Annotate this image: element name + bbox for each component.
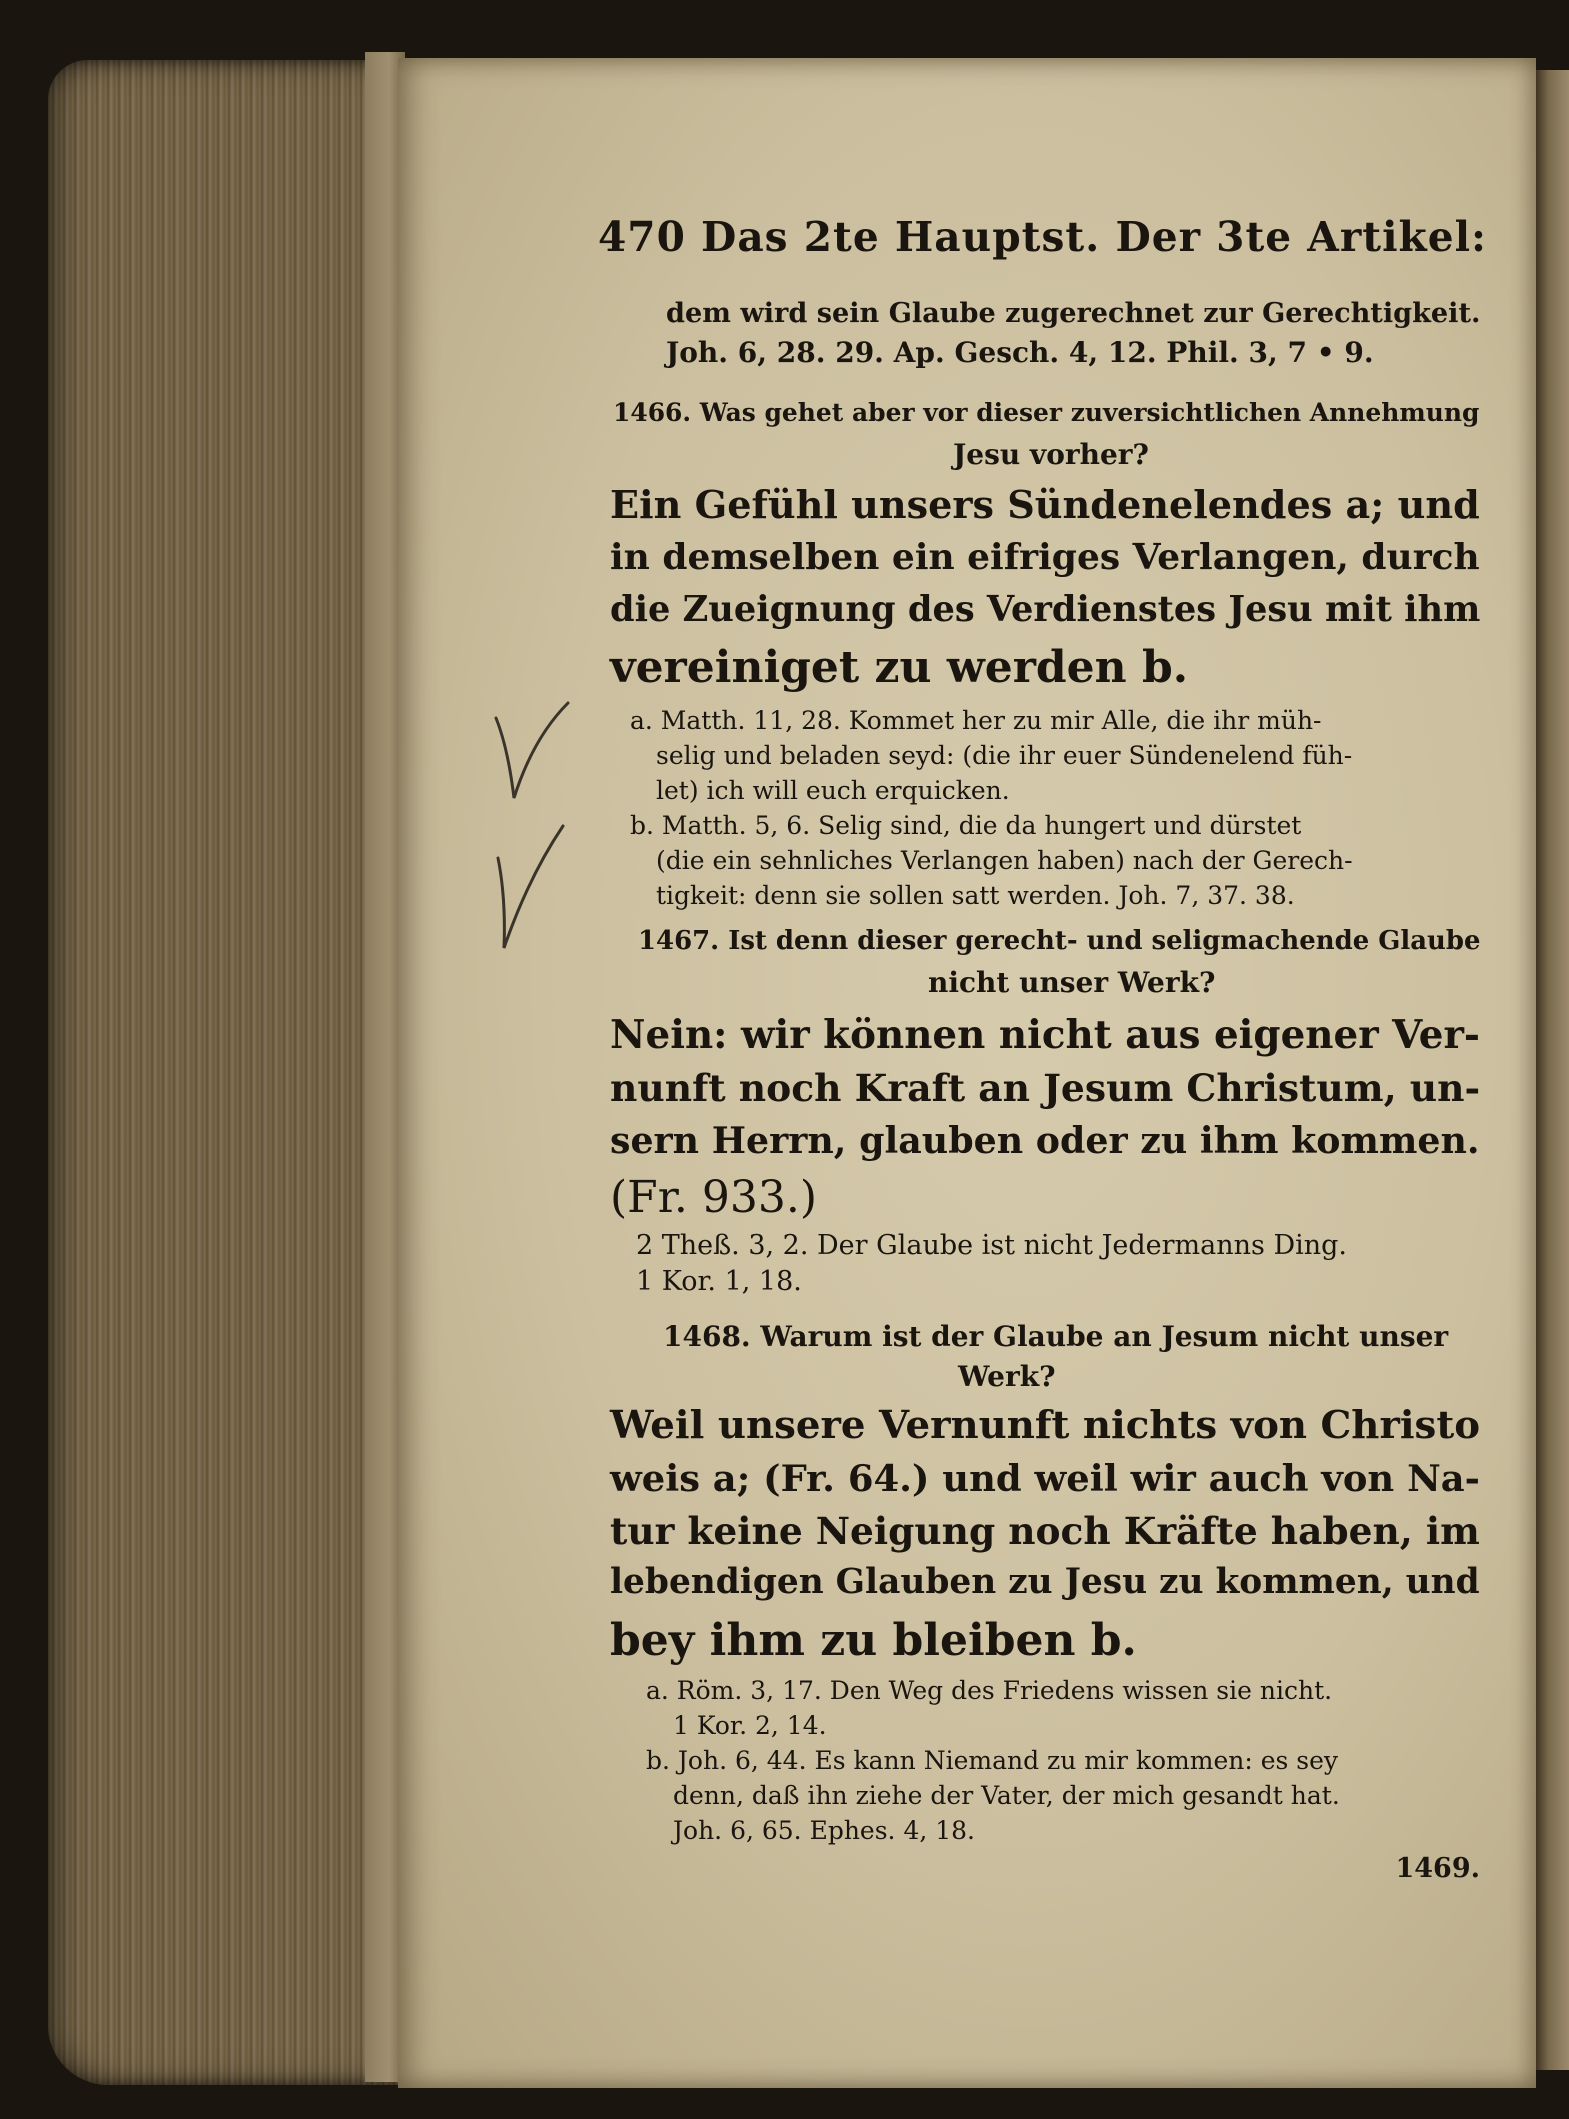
answer-1467-line-4: (Fr. 933.) [610,1172,818,1223]
running-header: 470 Das 2te Hauptst. Der 3te Artikel: [598,213,1488,261]
answer-1466-line-2: in demselben ein eifriges Verlangen, durch [610,536,1480,578]
note-1466-b-line-2: (die ein sehnliches Verlangen haben) nach der Gerech- [656,846,1353,875]
question-1467-line-2: nicht unser Werk? [928,966,1216,999]
note-1468-b-line-3: Joh. 6, 65. Ephes. 4, 18. [673,1816,976,1845]
answer-1466-line-3: die Zueignung des Verdienstes Jesu mit ihm [610,589,1481,630]
answer-1468-line-5: bey ihm zu bleiben b. [610,1615,1137,1666]
answer-1468-line-2: weis a; (Fr. 64.) und weil wir auch von Na- [610,1456,1480,1500]
intro-line-2: Joh. 6, 28. 29. Ap. Gesch. 4, 12. Phil. 3, 7 • 9. [666,336,1374,369]
catchword: 1469. [1395,1853,1480,1884]
answer-1467-line-3: sern Herrn, glauben oder zu ihm kommen. [610,1119,1480,1162]
question-1467-line-1: 1467. Ist denn dieser gerecht- und seligmachende Glaube [638,926,1481,956]
answer-1468-line-4: lebendigen Glauben zu Jesu zu kommen, und [610,1562,1480,1602]
note-1467-line-1: 2 Theß. 3, 2. Der Glaube ist nicht Jedermanns Ding. [636,1230,1347,1261]
note-1468-a-line-2: 1 Kor. 2, 14. [673,1711,827,1740]
note-1467-line-2: 1 Kor. 1, 18. [636,1266,802,1297]
book-page [398,58,1536,2088]
note-1466-a-line-1: a. Matth. 11, 28. Kommet her zu mir Alle, die ihr müh- [630,706,1322,735]
note-1466-a-line-2: selig und beladen seyd: (die ihr euer Sündenelend füh- [656,741,1353,770]
note-1468-b-line-1: b. Joh. 6, 44. Es kann Niemand zu mir kommen: es sey [646,1746,1339,1775]
question-1468-line-1: 1468. Warum ist der Glaube an Jesum nicht unser [663,1320,1449,1353]
answer-1468-line-1: Weil unsere Vernunft nichts von Christo [610,1403,1481,1448]
book-page-block [48,60,418,2085]
question-1466-line-2: Jesu vorher? [953,438,1149,471]
answer-1466-line-4: vereiniget zu werden b. [610,642,1189,693]
intro-line-1: dem wird sein Glaube zugerechnet zur Gerechtigkeit. [666,298,1481,329]
answer-1467-line-2: nunft noch Kraft an Jesum Christum, un- [610,1066,1481,1110]
answer-1468-line-3: tur keine Neigung noch Kräfte haben, im [610,1509,1480,1553]
note-1466-b-line-1: b. Matth. 5, 6. Selig sind, die da hungert und dürstet [630,811,1302,840]
answer-1466-line-1: Ein Gefühl unsers Sündenelendes a; und [610,483,1480,528]
note-1468-b-line-2: denn, daß ihn ziehe der Vater, der mich gesandt hat. [673,1781,1340,1810]
note-1466-a-line-3: let) ich will euch erquicken. [656,776,1010,805]
note-1468-a-line-1: a. Röm. 3, 17. Den Weg des Friedens wissen sie nicht. [646,1676,1333,1705]
pencil-checkmark-icon [488,688,578,808]
next-page-edge [1535,70,1569,2070]
question-1468-line-2: Werk? [958,1360,1056,1393]
pencil-checkmark-icon [488,818,578,958]
note-1466-b-line-3: tigkeit: denn sie sollen satt werden. Joh. 7, 37. 38. [656,881,1295,910]
answer-1467-line-1: Nein: wir können nicht aus eigener Ver- [610,1013,1481,1058]
question-1466-line-1: 1466. Was gehet aber vor dieser zuversichtlichen Annehmung [613,398,1480,427]
